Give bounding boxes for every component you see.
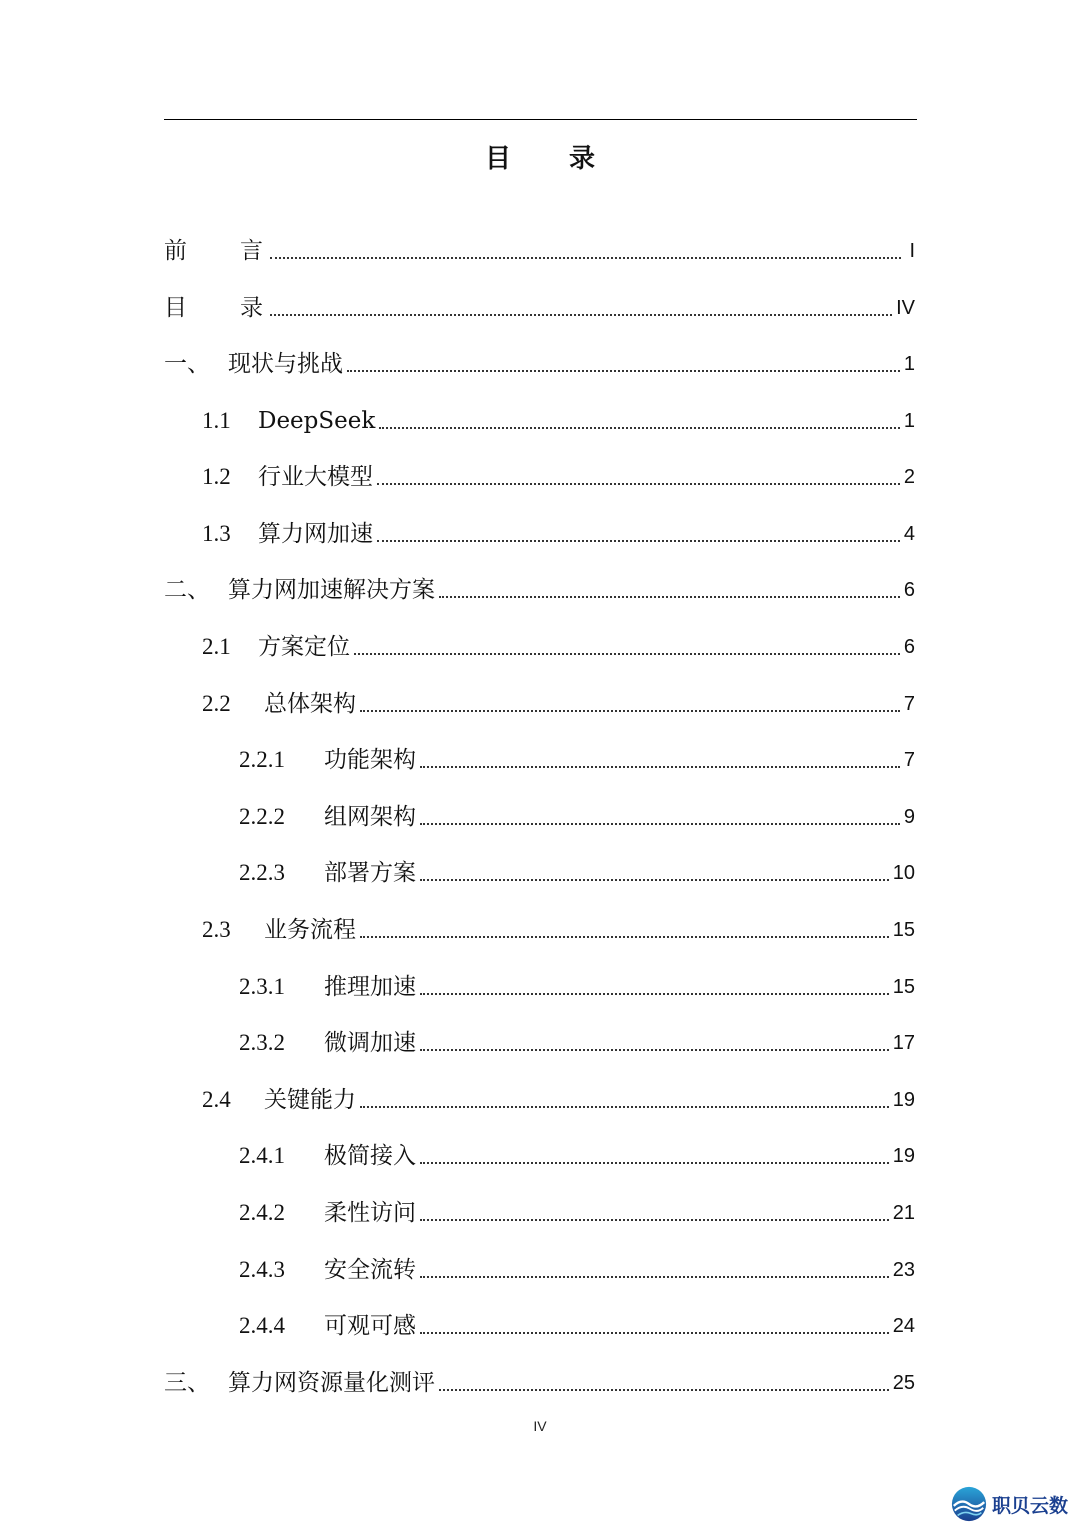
dot-leader xyxy=(420,1332,889,1334)
dot-leader xyxy=(360,710,900,712)
toc-entry-number: 1.1 xyxy=(202,408,231,433)
toc-entry-section-2-4[interactable] xyxy=(164,1075,917,1115)
toc-entry-label xyxy=(164,406,375,436)
toc-entry-number: 2.4.1 xyxy=(239,1143,285,1168)
toc-entry-number: 2.3 xyxy=(202,917,231,942)
toc-entry-label xyxy=(164,689,356,719)
toc-entry-section-1-1[interactable] xyxy=(164,396,917,436)
toc-entry-label xyxy=(164,575,435,605)
toc-entry-label xyxy=(164,1311,416,1341)
toc-entry-section-2-2-2[interactable] xyxy=(164,792,917,832)
toc-page-number: 15 xyxy=(892,919,915,941)
toc-entry-contents[interactable] xyxy=(164,283,917,323)
toc-entry-number: 2.2 xyxy=(202,691,231,716)
toc-entry-label xyxy=(164,632,350,662)
dot-leader xyxy=(270,314,892,316)
dot-leader xyxy=(420,879,889,881)
toc-entry-text: 行业大模型 xyxy=(258,464,373,490)
toc-entry-text: 算力网加速解决方案 xyxy=(228,577,435,603)
toc-entry-number: 2.2.1 xyxy=(239,747,285,772)
toc-entry-label xyxy=(164,1255,416,1285)
toc-entry-text: 业务流程 xyxy=(264,917,356,943)
toc-entry-section-2-4-1[interactable] xyxy=(164,1131,917,1171)
toc-entry-section-1-3[interactable] xyxy=(164,509,917,549)
dot-leader xyxy=(420,993,889,995)
toc-page-number: 7 xyxy=(903,749,915,771)
page-title xyxy=(0,138,1080,175)
brand-name: 职贝云数 xyxy=(992,1494,1069,1517)
dot-leader xyxy=(420,823,900,825)
header-rule xyxy=(164,119,917,120)
dot-leader xyxy=(377,483,900,485)
toc-entry-text: 推理加速 xyxy=(324,974,416,1000)
toc-entry-section-2-4-3[interactable] xyxy=(164,1245,917,1285)
toc-entry-text: 方案定位 xyxy=(258,634,350,660)
toc-page-number: 9 xyxy=(903,806,915,828)
dot-leader xyxy=(420,1049,889,1051)
toc-entry-number: 2.2.3 xyxy=(239,860,285,885)
toc-page-number: 25 xyxy=(892,1372,915,1394)
toc-entry-text: 目 xyxy=(164,295,187,321)
toc-entry-number: 2.4.4 xyxy=(239,1313,285,1338)
dot-leader xyxy=(360,936,889,938)
toc-page-number: 17 xyxy=(892,1032,915,1054)
toc-entry-section-2-1[interactable] xyxy=(164,622,917,662)
toc-entry-label xyxy=(164,519,373,549)
brand-watermark xyxy=(950,1484,1078,1524)
toc-entry-number: 1.2 xyxy=(202,464,231,489)
toc-entry-label xyxy=(164,1085,356,1115)
toc-entry-text: 可观可感 xyxy=(324,1313,416,1339)
toc-entry-text: 柔性访问 xyxy=(324,1200,416,1226)
toc-entry-number: 二、 xyxy=(164,577,210,602)
toc-entry-text: 安全流转 xyxy=(324,1257,416,1283)
toc-page-number: 24 xyxy=(892,1315,915,1337)
toc-entry-label xyxy=(164,858,416,888)
toc-page-number: 7 xyxy=(903,693,915,715)
toc-entry-number: 2.3.2 xyxy=(239,1030,285,1055)
toc-entry-number: 2.2.2 xyxy=(239,804,285,829)
toc-entry-number: 2.4.3 xyxy=(239,1257,285,1282)
toc-entry-text: 现状与挑战 xyxy=(228,351,343,377)
dot-leader xyxy=(420,766,900,768)
toc-entry-label xyxy=(164,1141,416,1171)
toc-entry-text: 总体架构 xyxy=(264,691,356,717)
toc-entry-section-1-2[interactable] xyxy=(164,452,917,492)
toc-entry-text: 极简接入 xyxy=(324,1143,416,1169)
toc-page-number: I xyxy=(909,240,915,262)
toc-entry-section-2-3[interactable] xyxy=(164,905,917,945)
toc-entry-chapter-2[interactable] xyxy=(164,565,917,605)
toc-page-number: 21 xyxy=(892,1202,915,1224)
toc-entry-text: 部署方案 xyxy=(324,860,416,886)
toc-entry-text: 录 xyxy=(240,295,263,321)
toc-page-number: 1 xyxy=(903,410,915,432)
dot-leader xyxy=(377,540,900,542)
toc-entry-text: 言 xyxy=(240,238,263,264)
toc-entry-label xyxy=(164,293,266,323)
toc-page-number: 4 xyxy=(903,523,915,545)
toc-page-number: 19 xyxy=(892,1145,915,1167)
toc-entry-label xyxy=(164,349,343,379)
toc-entry-number: 三、 xyxy=(164,1370,210,1395)
dot-leader xyxy=(439,596,900,598)
page-footer-number: IV xyxy=(533,1418,547,1434)
toc-page-number: 6 xyxy=(903,579,915,601)
toc-entry-label xyxy=(164,236,266,266)
toc-entry-label xyxy=(164,915,356,945)
toc-entry-chapter-1[interactable] xyxy=(164,339,917,379)
toc-entry-section-2-2[interactable] xyxy=(164,679,917,719)
toc-entry-label xyxy=(164,972,416,1002)
toc-entry-label xyxy=(164,1368,435,1398)
toc-entry-section-2-4-2[interactable] xyxy=(164,1188,917,1228)
toc-entry-preface[interactable] xyxy=(164,226,917,266)
toc-entry-section-2-2-3[interactable] xyxy=(164,848,917,888)
toc-entry-text: 微调加速 xyxy=(324,1030,416,1056)
toc-entry-label xyxy=(164,1028,416,1058)
toc-entry-label xyxy=(164,802,416,832)
dot-leader xyxy=(420,1162,889,1164)
toc-entry-chapter-3[interactable] xyxy=(164,1358,917,1398)
toc-page-number: 2 xyxy=(903,466,915,488)
toc-entry-number: 2.1 xyxy=(202,634,231,659)
toc-entry-text: 功能架构 xyxy=(324,747,416,773)
toc-entry-number: 2.4 xyxy=(202,1087,231,1112)
toc-entry-label xyxy=(164,462,373,492)
dot-leader xyxy=(439,1389,889,1391)
toc-entry-text: 算力网加速 xyxy=(258,521,373,547)
toc-entry-section-2-3-1[interactable] xyxy=(164,962,917,1002)
toc-entry-section-2-2-1[interactable] xyxy=(164,735,917,775)
dot-leader xyxy=(379,427,900,429)
toc-entry-text: 关键能力 xyxy=(264,1087,356,1113)
dot-leader xyxy=(360,1106,889,1108)
dot-leader xyxy=(354,653,900,655)
page-title-part2: 录 xyxy=(569,144,596,174)
toc-entry-text: 算力网资源量化测评 xyxy=(228,1370,435,1396)
toc-page-number: 19 xyxy=(892,1089,915,1111)
toc-page-number: IV xyxy=(896,297,915,319)
toc-entry-text: 前 xyxy=(164,238,187,264)
toc-entry-section-2-4-4[interactable] xyxy=(164,1301,917,1341)
dot-leader xyxy=(420,1276,889,1278)
dot-leader xyxy=(270,257,901,259)
toc-page-number: 15 xyxy=(892,976,915,998)
toc-page-number: 1 xyxy=(903,353,915,375)
brand-logo-icon xyxy=(950,1485,988,1523)
toc-entry-label xyxy=(164,745,416,775)
toc-entry-number: 一、 xyxy=(164,351,210,376)
toc-page-number: 10 xyxy=(892,862,915,884)
toc-page-number: 23 xyxy=(892,1259,915,1281)
dot-leader xyxy=(347,370,900,372)
toc-entry-number: 2.4.2 xyxy=(239,1200,285,1225)
toc-entry-section-2-3-2[interactable] xyxy=(164,1018,917,1058)
toc-entry-label xyxy=(164,1198,416,1228)
toc-entry-text: 组网架构 xyxy=(324,804,416,830)
toc-entry-number: 2.3.1 xyxy=(239,974,285,999)
toc-entry-text: DeepSeek xyxy=(258,408,376,434)
toc-entry-number: 1.3 xyxy=(202,521,231,546)
page-title-part1: 目 xyxy=(484,144,511,174)
dot-leader xyxy=(420,1219,889,1221)
toc-page-number: 6 xyxy=(903,636,915,658)
